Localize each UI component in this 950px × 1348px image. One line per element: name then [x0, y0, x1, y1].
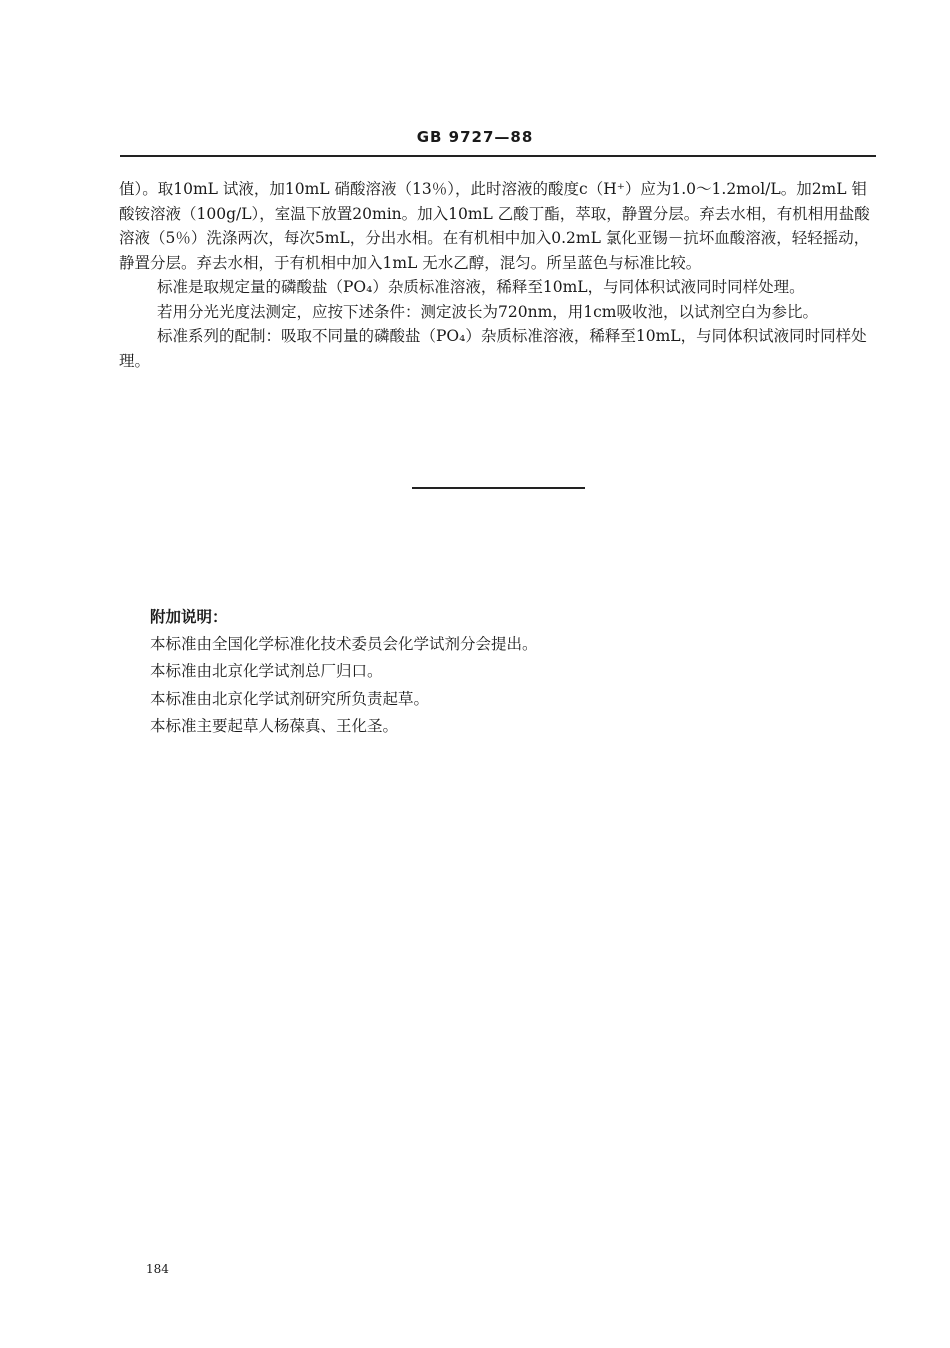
page-number: 184: [146, 1262, 169, 1276]
section-divider: [412, 487, 585, 489]
paragraph-standard-series: 标准系列的配制：吸取不同量的磷酸盐（PO₄）杂质标准溶液，稀释至10mL，与同体积试液同时同样处理。: [119, 327, 867, 370]
document-header: GB 9727—88: [416, 128, 534, 146]
body-text: [119, 177, 876, 373]
notes-line: 本标准由北京化学试剂研究所负责起草。: [150, 689, 430, 708]
notes-line: 本标准由全国化学标准化技术委员会化学试剂分会提出。: [150, 634, 538, 653]
paragraph-spectrophotometry: 若用分光光度法测定，应按下述条件：测定波长为720nm，用1cm吸收池，以试剂空白为参比。: [157, 302, 819, 321]
paragraph-standard: 标准是取规定量的磷酸盐（PO₄）杂质标准溶液，稀释至10mL，与同体积试液同时同样处理。: [157, 278, 805, 296]
additional-notes: [150, 603, 750, 741]
notes-title: 附加说明：: [150, 607, 228, 626]
notes-line: 本标准由北京化学试剂总厂归口。: [150, 662, 383, 680]
header-rule: [120, 155, 876, 157]
notes-line: 本标准主要起草人杨葆真、王化圣。: [150, 717, 399, 735]
paragraph-continued: 值）。取10mL 试液，加10mL 硝酸溶液（13％），此时溶液的酸度c（H⁺）应为1.0～1.2mol/L。加2mL 钼酸铵溶液（100g/L），室温下放置20min。加入10mL 乙酸丁酯，萃取，静置分层。弃去水相，有机相用盐酸溶液（5％）洗涤两次，每次5mL，分出水相。在有机相中加入0.2mL 氯化亚锡－抗坏血酸溶液，轻轻摇动，静置分层。弃去水相，于有机相中加入1mL 无水乙醇，混匀。所呈蓝色与标准比较。: [119, 180, 870, 272]
